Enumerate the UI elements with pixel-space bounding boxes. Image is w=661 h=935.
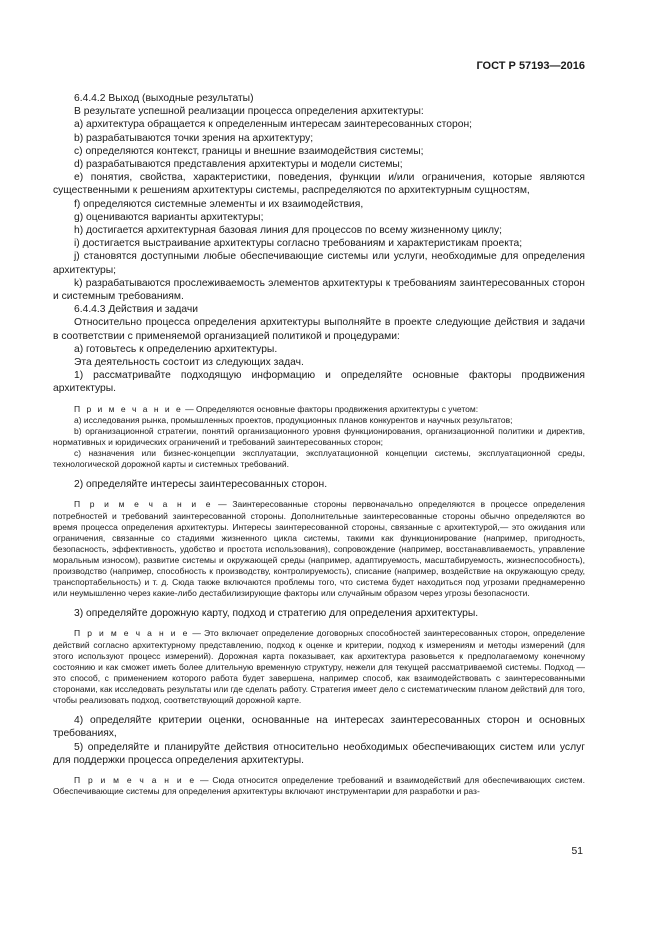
list-item: f) определяются системные элементы и их взаимодействия, bbox=[74, 198, 364, 210]
page-content bbox=[53, 92, 585, 797]
page-number: 51 bbox=[571, 846, 583, 857]
list-item: k) разрабатываются прослеживаемость элементов архитектуры к требованиям заинтересованных сторон и системным требованиям. bbox=[53, 277, 585, 303]
note bbox=[53, 499, 585, 599]
list-item: g) оцениваются варианты архитектуры; bbox=[74, 211, 264, 223]
note-item: c) назначения или бизнес-концепции эксплуатации, эксплуатационной концепции системы, эксплуатационной среды, технологической дорожной карты и системных требований. bbox=[53, 448, 585, 470]
list-item: 4) определяйте критерии оценки, основанные на интересах заинтересованных сторон и основных требованиях, bbox=[53, 715, 585, 740]
note bbox=[53, 775, 585, 797]
note-text: — Определяются основные факторы продвижения архитектуры с учетом: bbox=[182, 403, 479, 414]
list-item: j) становятся доступными любые обеспечивающие системы или услуги, необходимые для определения архитектуры; bbox=[53, 251, 585, 276]
list-item: d) разрабатываются представления архитектуры и модели системы; bbox=[74, 159, 403, 171]
note-label: П р и м е ч а н и е bbox=[74, 628, 190, 639]
list-item: a) готовьтесь к определению архитектуры. bbox=[74, 343, 278, 355]
section-heading: 6.4.4.3 Действия и задачи bbox=[74, 304, 199, 316]
paragraph: Эта деятельность состоит из следующих задач. bbox=[74, 357, 304, 369]
list-item: b) разрабатываются точки зрения на архитектуру; bbox=[74, 132, 314, 144]
note-text: — Это включает определение договорных способностей заинтересованных сторон, определение действий согласно архитектурному представлению, подход к оценке и критерии, подход к измерениям и методы измерений (для этого используют процесс измерений). Дорожная карта показывает, как архитектура разовьется к предполагаемому конечному состоянию и как сможет иметь более длительную временную структуру, нежели для текущей рассматриваемой системы. Подход — это способ, с применением которого работа будет завершена, например способ, как взаимодействовать с заинтересованными сторонами, как исследовать результаты или где сделать работу. Стратегия имеет дело с систематическим планом действий для того, чтобы реализовать подход, соответствующий дорожной карте. bbox=[53, 628, 585, 706]
list-item: a) архитектура обращается к определенным интересам заинтересованных сторон; bbox=[74, 119, 472, 131]
note-text: — Сюда относится определение требований и взаимодействий для обеспечивающих систем. Обеспечивающие системы для определения архитектуры включают инструментарии для разработки и раз- bbox=[53, 774, 585, 797]
paragraph: Относительно процесса определения архитектуры выполняйте в проекте следующие действия и задачи в соответствии с применяемой организацией политикой и процедурами: bbox=[53, 317, 585, 342]
list-item: 5) определяйте и планируйте действия относительно необходимых обеспечивающих систем или услуг для поддержки процесса определения архитектуры. bbox=[53, 741, 585, 766]
note bbox=[53, 404, 585, 415]
list-item: h) достигается архитектурная базовая линия для процессов по всему жизненному циклу; bbox=[74, 225, 502, 237]
list-item: 3) определяйте дорожную карту, подход и стратегию для определения архитектуры. bbox=[74, 608, 479, 620]
note-label: П р и м е ч а н и е bbox=[74, 499, 213, 510]
note-text: — Заинтересованные стороны первоначально определяются в процессе определения потребностей и требований заинтересованной стороны. Дополнительные заинтересованные стороны обычно определяются во время процесса определения архитектуры. Интересы заинтересованной стороны, связанные с архитектурой,— это ожидания или ограничения, связанные со стадиями жизненного цикла системы, такими как функционирование (например, пригодность, безопасность, эффективность, удобство и простота использования), сопровождение (например, восстанавливаемость, управление моральным износом), развитие системы и окружающей среды (например, адаптируемость, масштабируемость, жизнеспособность), производство (например, способность к производству, контролируемость), списание (например, воздействие на окружающую среду, транспортабельность) и т. д. Сюда также включаются проблемы того, что система будет находиться под угрозами преднамеренно или неумышленно через какие-либо дестабилизирующие факторы или случайным образом через угрозы безопасности. bbox=[53, 499, 585, 599]
document-id: ГОСТ Р 57193—2016 bbox=[476, 60, 585, 72]
note-label: П р и м е ч а н и е bbox=[74, 774, 197, 785]
note-item: b) организационной стратегии, понятий организационного уровня функционирования, организационной политики и директив, нормативных и юридических ограничений и требований заинтересованных сторон; bbox=[53, 425, 585, 447]
list-item: e) понятия, свойства, характеристики, поведения, функции и/или ограничения, которые являются существенными к решениям архитектуры системы, распределяются по архитектурным сущностям, bbox=[53, 172, 585, 197]
paragraph: В результате успешной реализации процесса определения архитектуры: bbox=[74, 106, 424, 118]
list-item: 1) рассматривайте подходящую информацию и определяйте основные факторы продвижения архитектуры. bbox=[53, 370, 585, 395]
list-item: 2) определяйте интересы заинтересованных сторон. bbox=[74, 479, 328, 491]
note-label: П р и м е ч а н и е bbox=[74, 403, 183, 414]
note bbox=[53, 628, 585, 706]
note-item: a) исследования рынка, промышленных проектов, продукционных планов конкурентов и научных результатов; bbox=[74, 414, 513, 425]
list-item: c) определяются контекст, границы и внешние взаимодействия системы; bbox=[74, 145, 424, 157]
list-item: i) достигается выстраивание архитектуры согласно требованиям и характеристикам проекта; bbox=[74, 238, 523, 250]
section-heading: 6.4.4.2 Выход (выходные результаты) bbox=[74, 93, 254, 104]
